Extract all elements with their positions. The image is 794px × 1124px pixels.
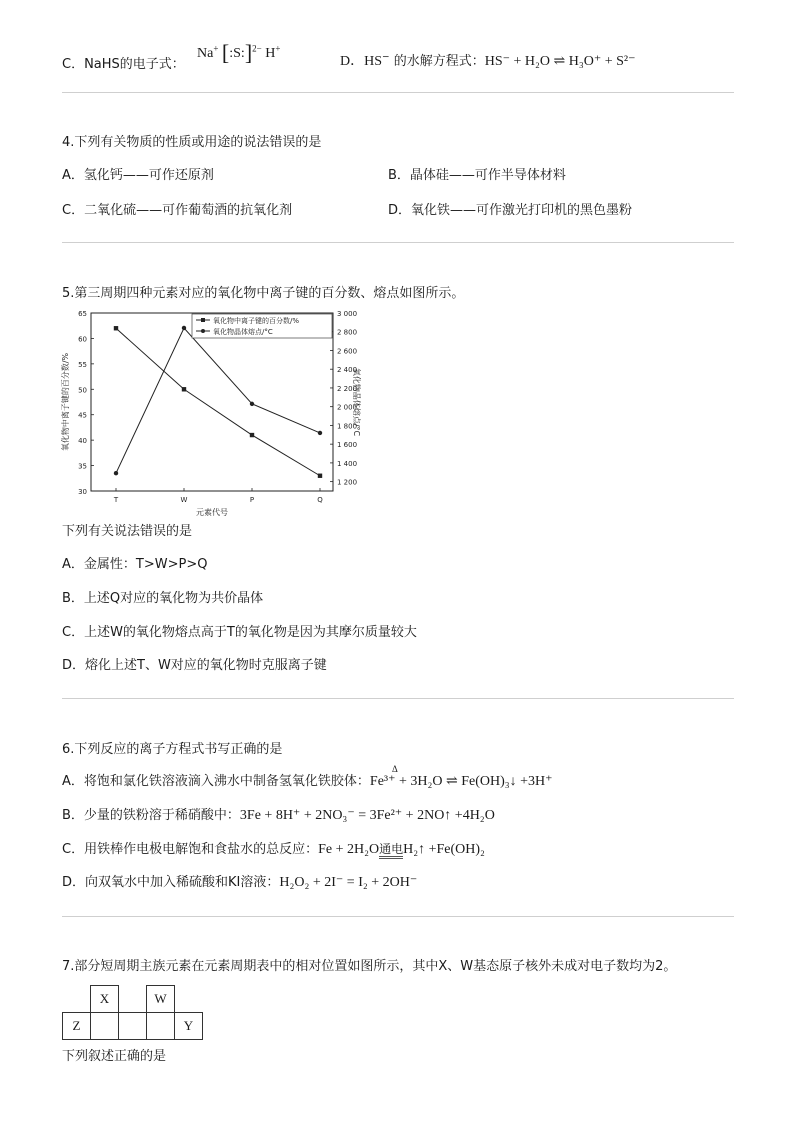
y-tick-label: 55	[78, 360, 87, 369]
q5-option-b: B．上述Q对应的氧化物为共价晶体	[62, 591, 264, 606]
q6-option-a	[62, 773, 553, 791]
plot-frame	[91, 313, 333, 491]
q6-option-c-equation-right: H₂↑ +Fe(OH)₂	[403, 842, 485, 857]
q6-stem: 6.下列反应的离子方程式书写正确的是	[62, 742, 283, 757]
y2-tick-label: 1 800	[337, 422, 358, 431]
y2-axis-label: 氧化物晶体熔点/°C	[352, 367, 361, 437]
q3-option-d-label: D．HS	[340, 54, 383, 69]
q6-option-d-text: D．向双氧水中加入稀硫酸和KI溶液：	[62, 875, 280, 890]
q5-chart	[60, 305, 360, 520]
pt-cell-y: Y	[175, 1013, 203, 1040]
data-point-melting-P	[250, 402, 254, 406]
y2-tick-label: 1 400	[337, 459, 358, 468]
na-symbol: Na	[197, 46, 214, 61]
y-tick-label: 60	[78, 335, 87, 344]
q6-option-c	[62, 841, 485, 859]
pt-cell-empty	[119, 1013, 147, 1040]
x-axis-label: 元素代号	[196, 508, 228, 517]
periodic-table-fragment	[62, 985, 203, 1040]
q3-option-d-equation: HS⁻ + H₂O ⇌ H₃O⁺ + S²⁻	[484, 54, 636, 69]
x-tick-label-W: W	[180, 496, 188, 504]
q4-stem: 4.下列有关物质的性质或用途的说法错误的是	[62, 135, 322, 150]
y2-tick-label: 3 000	[337, 310, 358, 318]
y2-tick-label: 1 200	[337, 478, 358, 487]
q5-option-d: D．熔化上述T、W对应的氧化物时克服离子键	[62, 658, 327, 673]
q6-option-d-equation: H₂O₂ + 2I⁻ = I₂ + 2OH⁻	[279, 875, 418, 890]
y2-tick-label: 2 800	[337, 328, 358, 337]
q6-a-heat-condition: Δ	[392, 764, 398, 774]
divider	[62, 916, 734, 917]
pt-empty	[119, 986, 147, 1013]
y-tick-label: 30	[78, 488, 87, 496]
q6-option-c-equation-left: Fe + 2H₂O	[318, 842, 380, 857]
nahs-electron-formula: Na+ [:S:]$^{2-}$ H+	[197, 40, 281, 65]
pt-cell-w: W	[147, 986, 175, 1013]
q6-option-d	[62, 874, 417, 892]
legend-marker-ionic	[201, 318, 205, 322]
q4-option-d: D．氧化铁——可作激光打印机的黑色墨粉	[388, 203, 633, 218]
data-point-ionic-P	[250, 433, 254, 437]
pt-empty	[175, 986, 203, 1013]
h-symbol: H	[265, 46, 276, 61]
data-point-ionic-W	[182, 387, 186, 391]
q5-stem: 5.第三周期四种元素对应的氧化物中离子键的百分数、熔点如图所示。	[62, 286, 465, 301]
pt-cell-x: X	[91, 986, 119, 1013]
q3-option-d: D．HS− 的水解方程式：HS⁻ + H₂O ⇌ H₃O⁺ + S²⁻	[340, 52, 636, 69]
y-axis-label: 氧化物中离子键的百分数/%	[61, 352, 70, 452]
y-tick-label: 65	[78, 310, 87, 318]
y-tick-label: 45	[78, 411, 87, 420]
y2-tick-label: 2 200	[337, 384, 358, 393]
legend-label-melting: 氧化物晶体熔点/°C	[213, 328, 273, 336]
q6-c-electrolysis-condition: 通电	[379, 842, 403, 859]
q3-option-c	[62, 56, 185, 74]
x-tick-label-Q: Q	[317, 496, 323, 504]
q6-option-b-text: B．少量的铁粉溶于稀硝酸中：	[62, 808, 240, 823]
q6-option-a-text: A．将饱和氯化铁溶液滴入沸水中制备氢氧化铁胶体：	[62, 774, 370, 789]
y2-tick-label: 2 600	[337, 347, 358, 356]
y2-tick-label: 2 000	[337, 403, 358, 412]
y-tick-label: 35	[78, 462, 87, 471]
data-point-melting-W	[182, 326, 186, 330]
y2-tick-label: 2 400	[337, 366, 358, 375]
q4-option-a: A．氢化钙——可作还原剂	[62, 168, 214, 183]
pt-empty	[63, 986, 91, 1013]
data-point-melting-T	[114, 471, 118, 475]
q5-option-c: C．上述W的氧化物熔点高于T的氧化物是因为其摩尔质量较大	[62, 625, 417, 640]
q7-follow: 下列叙述正确的是	[62, 1049, 167, 1064]
pt-cell-empty	[147, 1013, 175, 1040]
q5-follow: 下列有关说法错误的是	[62, 524, 193, 539]
q6-option-b	[62, 807, 495, 825]
q3-option-d-text: 的水解方程式：	[389, 54, 485, 69]
y2-tick-label: 1 600	[337, 441, 358, 450]
divider	[62, 698, 734, 699]
q6-option-a-equation: Fe³⁺ + 3H₂O ⇌ Fe(OH)₃↓ +3H⁺	[369, 774, 553, 789]
q6-option-b-equation: 3Fe + 8H⁺ + 2NO₃⁻ = 3Fe²⁺ + 2NO↑ +4H₂O	[239, 808, 495, 823]
divider	[62, 242, 734, 243]
legend-label-ionic: 氧化物中离子键的百分数/%	[213, 317, 300, 325]
y-tick-label: 50	[78, 386, 87, 395]
data-point-melting-Q	[318, 431, 322, 435]
pt-cell-z: Z	[63, 1013, 91, 1040]
pt-cell-empty	[91, 1013, 119, 1040]
x-tick-label-T: T	[113, 496, 119, 504]
q7-stem: 7.部分短周期主族元素在元素周期表中的相对位置如图所示，其中X、W基态原子核外未成对电子数均为2。	[62, 959, 677, 974]
x-tick-label-P: P	[249, 496, 255, 504]
q3-option-c-label: C．NaHS的电子式：	[62, 57, 185, 72]
y-tick-label: 40	[78, 437, 87, 446]
s-symbol: :S:	[229, 46, 245, 61]
divider	[62, 92, 734, 93]
data-point-ionic-T	[114, 326, 118, 330]
q6-option-c-text: C．用铁棒作电极电解饱和食盐水的总反应：	[62, 842, 319, 857]
q4-option-c: C．二氧化硫——可作葡萄酒的抗氧化剂	[62, 203, 293, 218]
q5-option-a: A．金属性：T>W>P>Q	[62, 557, 208, 572]
q4-option-b: B．晶体硅——可作半导体材料	[388, 168, 566, 183]
legend-marker-melting	[201, 329, 205, 333]
data-point-ionic-Q	[318, 474, 322, 478]
